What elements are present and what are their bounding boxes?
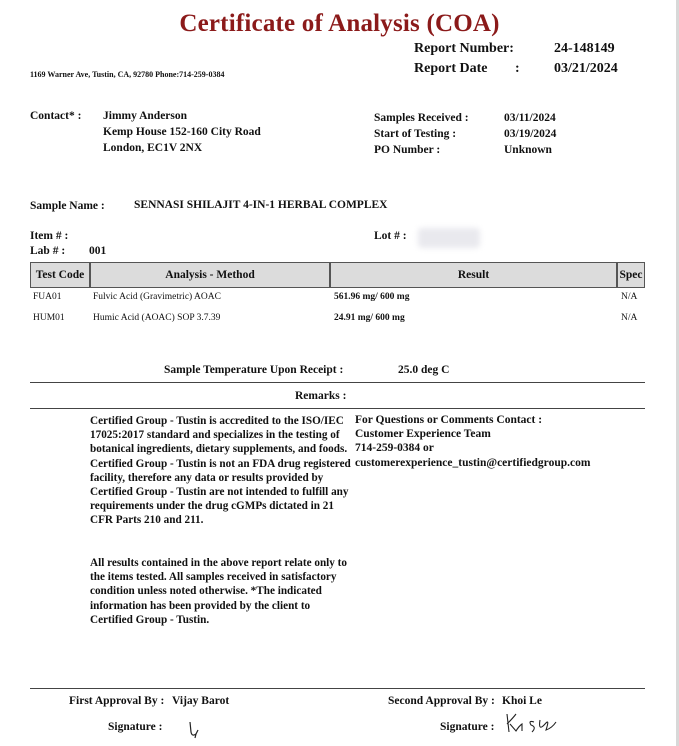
lab-number: 001 xyxy=(89,245,107,257)
lab-address: 1169 Warner Ave, Tustin, CA, 92780 Phone:714-259-0384 xyxy=(30,70,225,79)
contact-name: Jimmy Anderson xyxy=(103,110,188,122)
report-number: 24-148149 xyxy=(554,41,615,56)
po-number: Unknown xyxy=(504,144,552,156)
first-signature-label: Signature : xyxy=(108,721,163,733)
row-spec: N/A xyxy=(621,313,638,323)
row-test-code: HUM01 xyxy=(33,313,65,323)
header-result: Result xyxy=(331,263,618,287)
lab-number-label: Lab # : xyxy=(30,245,66,257)
report-date-label: Report Date xyxy=(414,61,488,76)
second-signature-label: Signature : xyxy=(440,721,495,733)
divider xyxy=(30,408,645,409)
document-title: Certificate of Analysis (COA) xyxy=(179,10,500,37)
second-signature-image xyxy=(504,710,560,736)
contact-team: Customer Experience Team xyxy=(355,428,491,440)
row-result: 24.91 mg/ 600 mg xyxy=(334,313,405,323)
report-number-label: Report Number: xyxy=(414,41,514,56)
row-method: Fulvic Acid (Gravimetric) AOAC xyxy=(93,292,221,302)
lot-number-label: Lot # : xyxy=(374,230,407,242)
row-result: 561.96 mg/ 600 mg xyxy=(334,292,410,302)
row-method: Humic Acid (AOAC) SOP 3.7.39 xyxy=(93,313,221,323)
sample-name: SENNASI SHILAJIT 4-IN-1 HERBAL COMPLEX xyxy=(134,199,388,211)
temperature-label: Sample Temperature Upon Receipt : xyxy=(164,364,344,376)
contact-heading: For Questions or Comments Contact : xyxy=(355,414,543,426)
header-analysis-method: Analysis - Method xyxy=(91,263,331,287)
first-approver: Vijay Barot xyxy=(172,695,230,707)
contact-address-line2: London, EC1V 2NX xyxy=(103,142,203,154)
results-table-header xyxy=(30,262,645,288)
contact-address-line1: Kemp House 152-160 City Road xyxy=(103,126,261,138)
row-spec: N/A xyxy=(621,292,638,302)
samples-received: 03/11/2024 xyxy=(504,112,556,124)
first-approval-label: First Approval By : xyxy=(69,695,165,707)
report-date: 03/21/2024 xyxy=(554,61,618,76)
temperature-value: 25.0 deg C xyxy=(398,364,450,376)
divider xyxy=(30,688,645,689)
po-number-label: PO Number : xyxy=(374,144,441,156)
header-test-code: Test Code xyxy=(31,263,91,287)
report-date-separator: : xyxy=(515,61,520,76)
divider xyxy=(30,382,645,383)
start-of-testing: 03/19/2024 xyxy=(504,128,557,140)
first-signature-image xyxy=(184,718,206,740)
item-number-label: Item # : xyxy=(30,230,69,242)
sample-name-label: Sample Name : xyxy=(30,200,105,212)
samples-received-label: Samples Received : xyxy=(374,112,469,124)
header-spec: Spec xyxy=(618,263,644,287)
lot-number-redacted xyxy=(418,228,480,248)
remarks-label: Remarks : xyxy=(295,390,347,402)
contact-phone: 714-259-0384 or xyxy=(355,442,434,454)
row-test-code: FUA01 xyxy=(33,292,62,302)
second-approval-label: Second Approval By : xyxy=(388,695,495,707)
remarks-disclaimer: All results contained in the above report relate only to the items tested. All samples received in satisfactory condition unless noted otherwise. *The indicated information has been provided by the client to Certified Group - Tustin. xyxy=(90,557,347,626)
contact-email[interactable]: customerexperience_tustin@certifiedgroup.com xyxy=(355,457,591,469)
second-approver: Khoi Le xyxy=(502,695,542,707)
remarks-accreditation: Certified Group - Tustin is accredited to the ISO/IEC 17025:2017 standard and specializes in the testing of botanical ingredients, dietary supplements, and foods. Certified Group - Tustin is not an FDA drug registered facility, therefore any data or results provided by Certified Group - Tustin are not intended to fulfill any requirements under the drug cGMPs dictated in 21 CFR Parts 210 and 211. xyxy=(90,415,351,527)
start-of-testing-label: Start of Testing : xyxy=(374,128,457,140)
contact-label: Contact* : xyxy=(30,110,82,122)
